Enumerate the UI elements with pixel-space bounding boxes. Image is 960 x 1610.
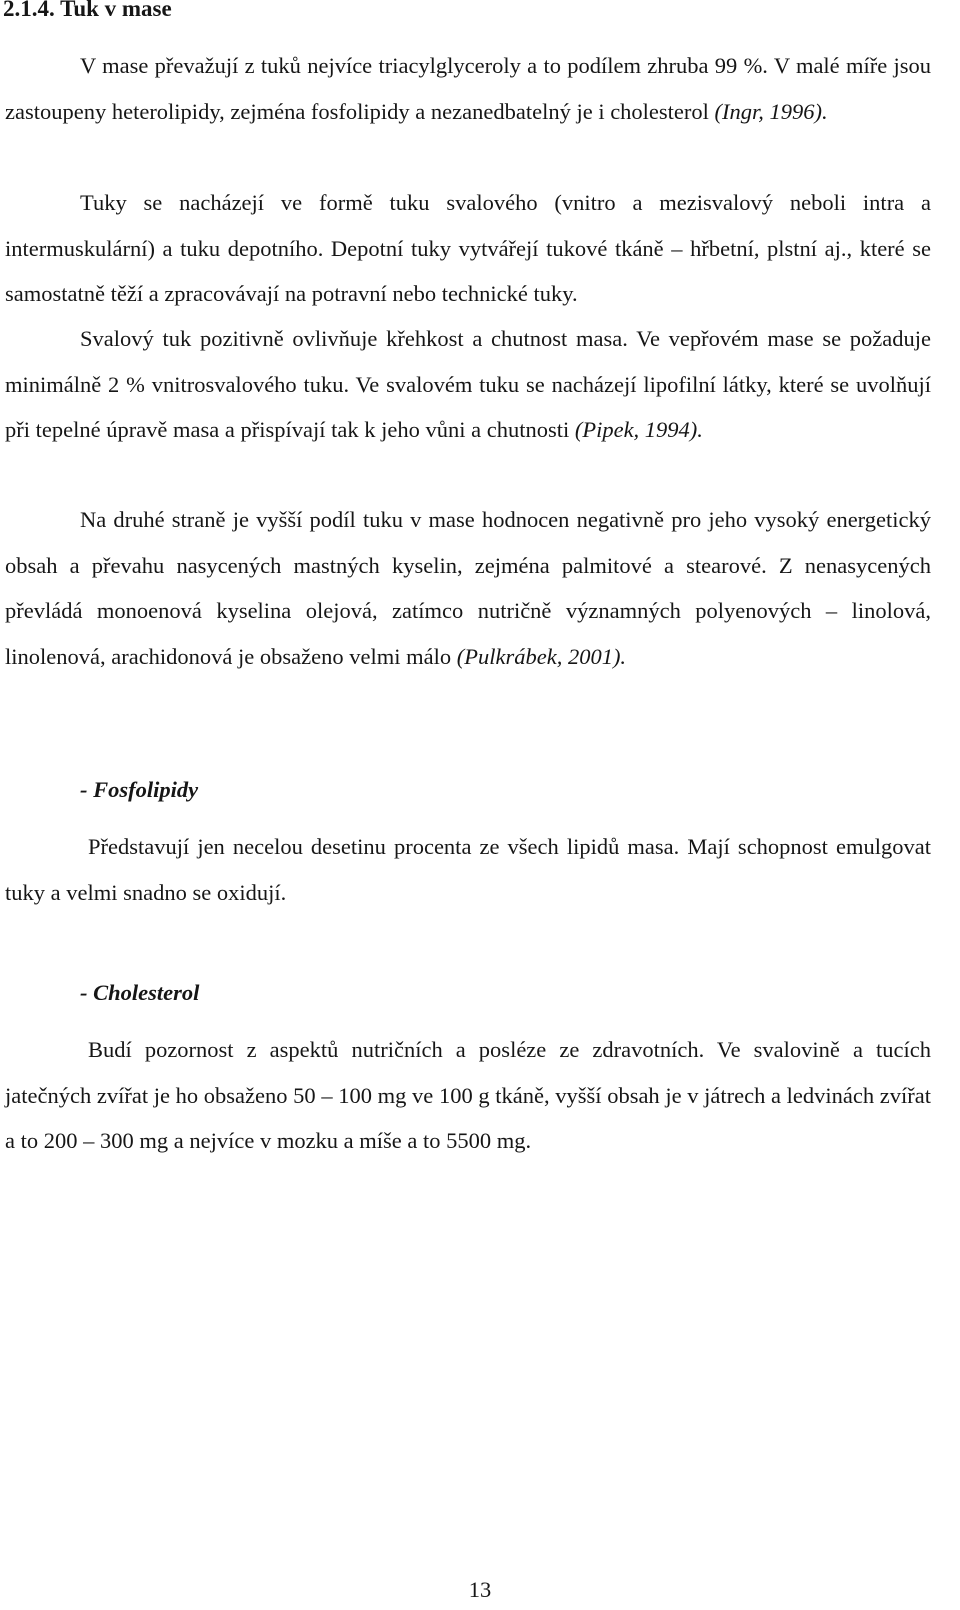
paragraph-text: V mase převažují z tuků nejvíce triacylglyceroly a to podílem zhruba 99 %. V malé míře jsou zastoupeny heterolipidy, zejména fosfolipidy a nezanedbatelný je i cholesterol [5, 53, 931, 124]
paragraph-phospholipids [5, 824, 931, 915]
paragraph-fat-composition [5, 43, 931, 134]
paragraph-fat-types [5, 180, 931, 317]
citation: (Pipek, 1994). [574, 417, 703, 443]
citation: (Pulkrábek, 2001). [456, 643, 627, 669]
subheading-cholesterol: - Cholesterol [80, 980, 200, 1005]
paragraph-muscle-fat [5, 316, 931, 453]
paragraph-text: Svalový tuk pozitivně ovlivňuje křehkost a chutnost masa. Ve vepřovém mase se požaduje minimálně 2 % vnitrosvalového tuku. Ve svalovém tuku se nacházejí lipofilní látky, které se uvolňují při tepelné úpravě masa a přispívají tak k jeho vůni a chutnosti [5, 326, 931, 443]
page-number: 13 [468, 1577, 492, 1602]
paragraph-text: Tuky se nacházejí ve formě tuku svalového (vnitro a mezisvalový neboli intra a intermuskulární) a tuku depotního. Depotní tuky vytvářejí tukové tkáně – hřbetní, plstní aj., které se samostatně těží a zpracovávají na potravní nebo technické tuky. [5, 190, 931, 307]
section-heading: 2.1.4. Tuk v mase [3, 0, 172, 21]
paragraph-text: Budí pozornost z aspektů nutričních a posléze ze zdravotních. Ve svalovině a tucích jatečných zvířat je ho obsaženo 50 – 100 mg ve 100 g tkáně, vyšší obsah je v játrech a ledvinách zvířat a to 200 – 300 mg a nejvíce v mozku a míše a to 5500 mg. [5, 1037, 931, 1154]
paragraph-text: Představují jen necelou desetinu procenta ze všech lipidů masa. Mají schopnost emulgovat tuky a velmi snadno se oxidují. [5, 834, 931, 905]
paragraph-negative-aspects [5, 497, 931, 679]
subheading-phospholipids: - Fosfolipidy [80, 777, 199, 802]
paragraph-cholesterol [5, 1027, 931, 1164]
paragraph-text: Na druhé straně je vyšší podíl tuku v mase hodnocen negativně pro jeho vysoký energetický obsah a převahu nasycených mastných kyselin, zejména palmitové a stearové. Z nenasycených převládá monoenová kyselina olejová, zatímco nutričně významných polyenových – linolová, linolenová, arachidonová je obsaženo velmi málo [5, 507, 931, 669]
citation: (Ingr, 1996). [714, 98, 828, 124]
